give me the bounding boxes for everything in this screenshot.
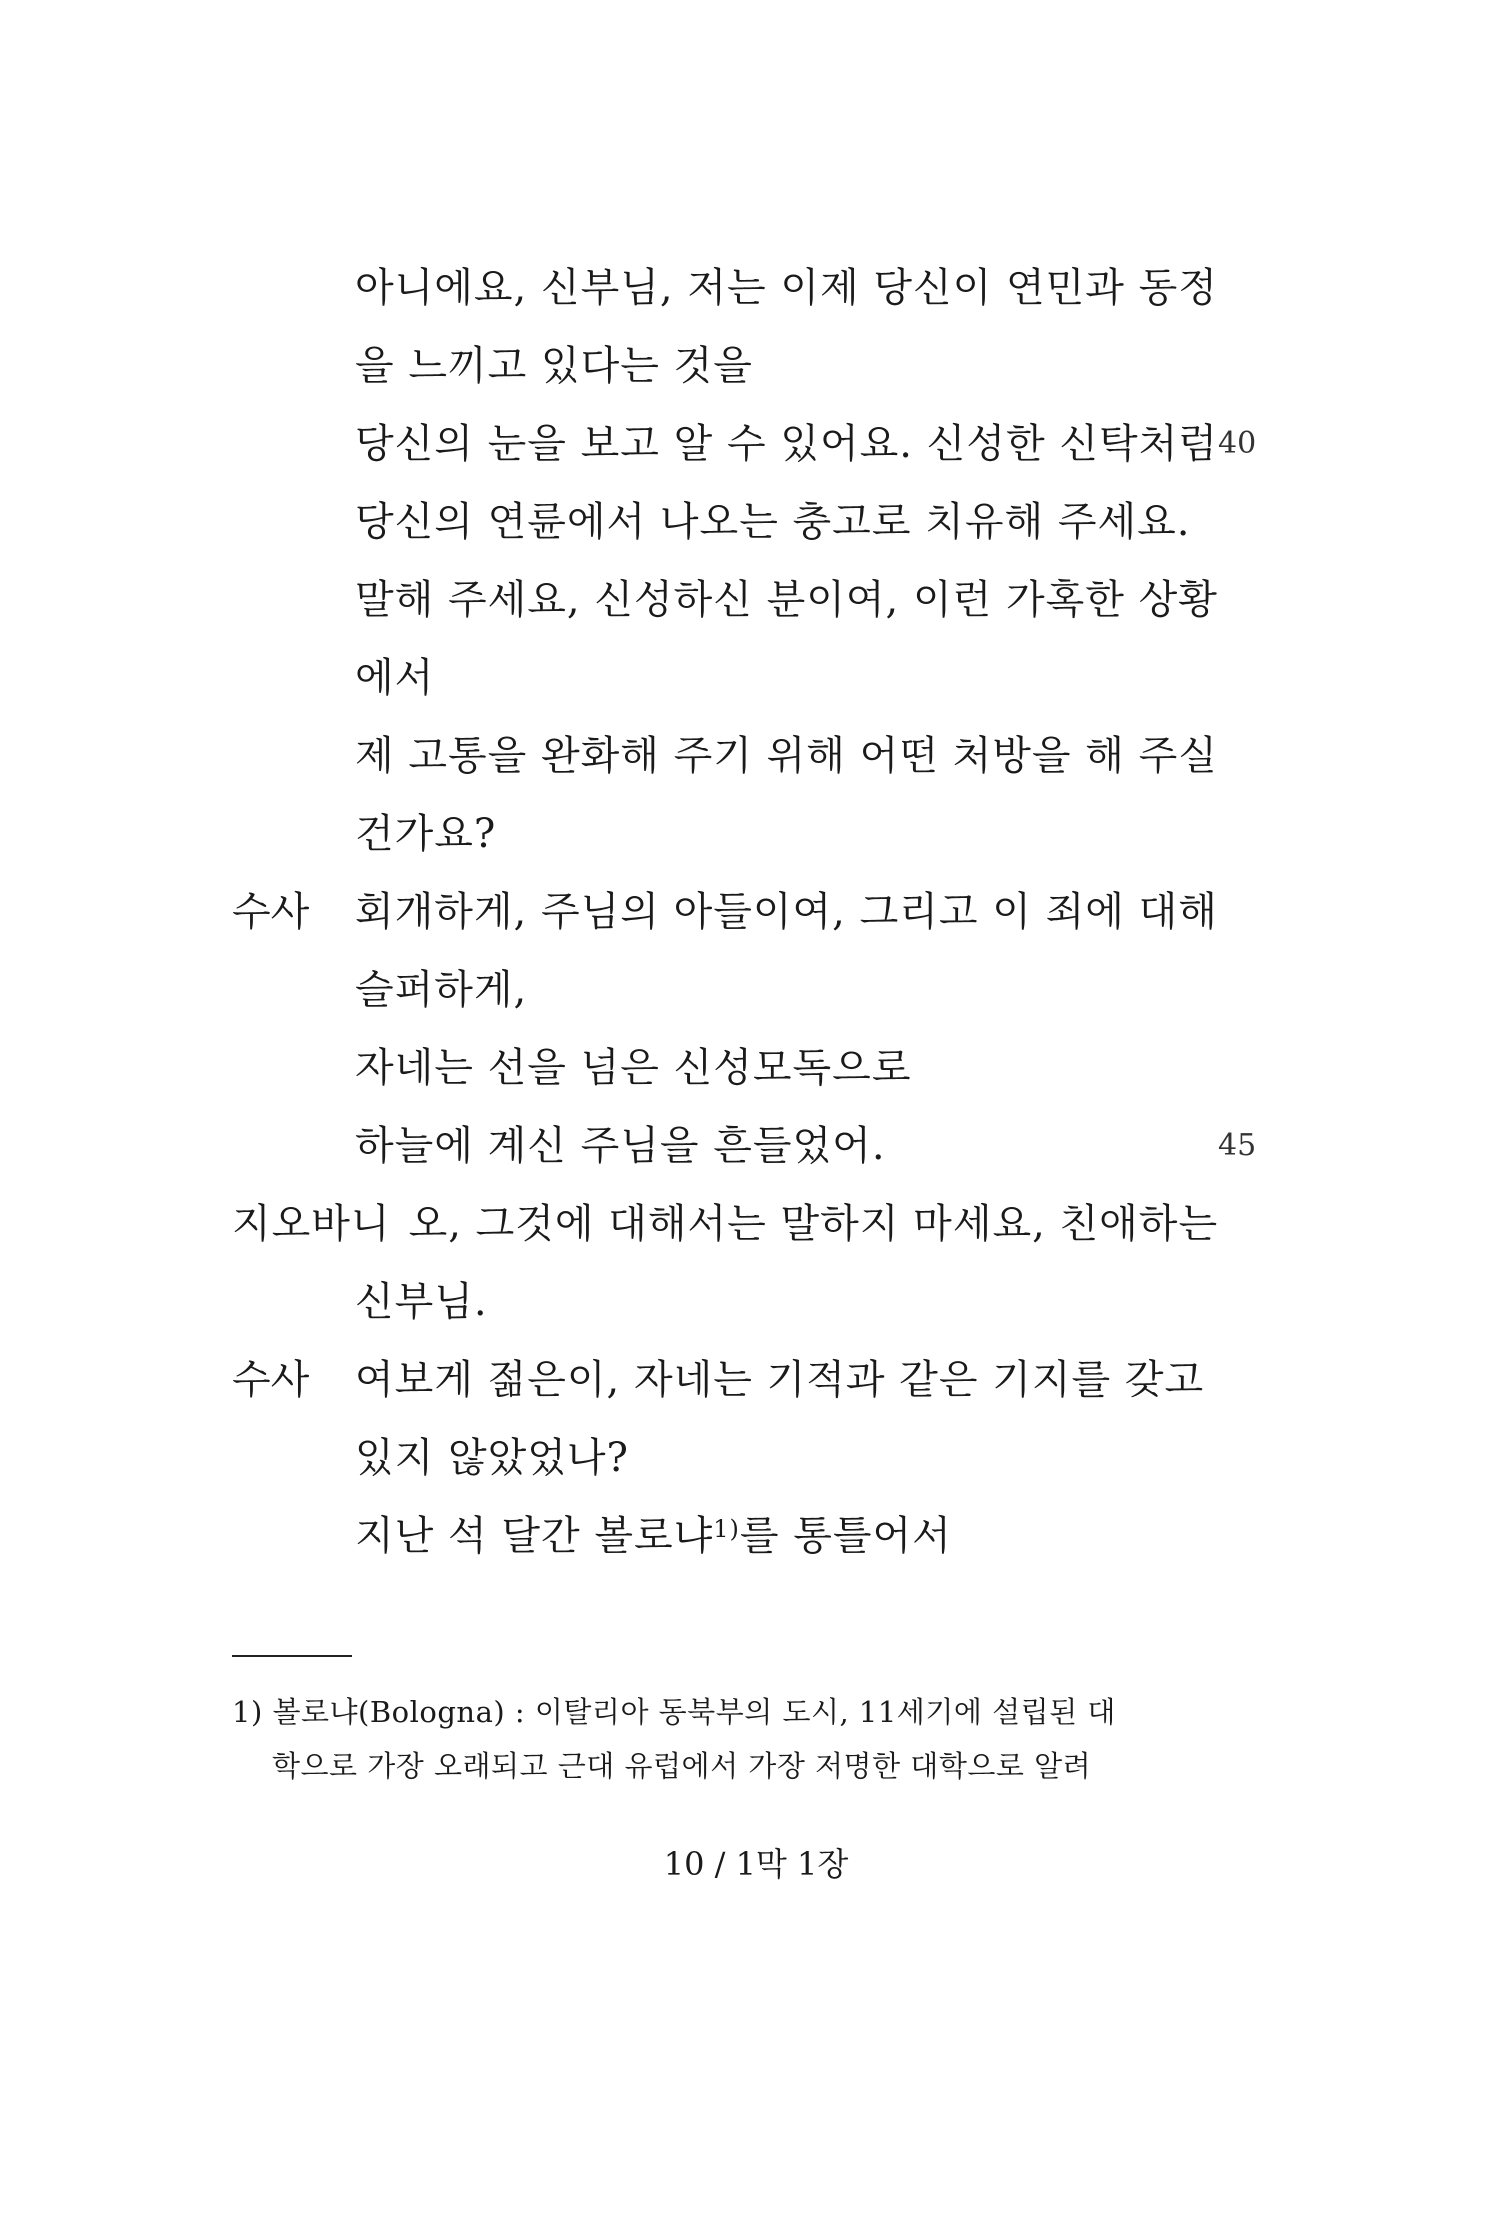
script-line: 제 고통을 완화해 주기 위해 어떤 처방을 해 주실 xyxy=(355,733,1218,779)
script-line: 말해 주세요, 신성하신 분이여, 이런 가혹한 상황 xyxy=(355,577,1218,623)
script-line: 당신의 연륜에서 나오는 충고로 치유해 주세요. xyxy=(355,499,1191,545)
script-line: 여보게 젊은이, 자네는 기적과 같은 기지를 갖고 xyxy=(355,1357,1205,1403)
script-line: 자네는 선을 넘은 신성모독으로 xyxy=(355,1045,912,1091)
script-line: 슬퍼하게, xyxy=(355,967,528,1013)
line-number: 45 xyxy=(1218,1128,1257,1163)
footnote-text: 1) 볼로냐(Bologna) : 이탈리아 동북부의 도시, 11세기에 설립된 대 xyxy=(232,1695,1116,1729)
footnote-text: 학으로 가장 오래되고 근대 유럽에서 가장 저명한 대학으로 알려 xyxy=(272,1749,1092,1783)
script-line: 건가요? xyxy=(355,811,497,857)
script-line: 있지 않았었나? xyxy=(355,1435,629,1481)
page-folio: 10 / 1막 1장 xyxy=(663,1845,849,1883)
script-line xyxy=(355,1510,952,1562)
footnote-divider xyxy=(232,1655,352,1657)
script-line: 신부님. xyxy=(355,1279,488,1325)
script-line: 하늘에 계신 주님을 흔들었어. xyxy=(355,1123,886,1169)
speaker-name: 수사 xyxy=(232,889,310,935)
script-line: 당신의 눈을 보고 알 수 있어요. 신성한 신탁처럼 xyxy=(355,421,1218,467)
line-number: 40 xyxy=(1218,426,1257,461)
script-line-text: 를 통틀어서 xyxy=(739,1513,952,1559)
script-line: 을 느끼고 있다는 것을 xyxy=(355,343,753,389)
script-line: 회개하게, 주님의 아들이여, 그리고 이 죄에 대해 xyxy=(355,889,1218,935)
script-line-text: 오, 그것에 대해서는 말하지 마세요, 친애하는 xyxy=(408,1201,1219,1247)
script-line: 에서 xyxy=(355,655,435,701)
script-line-text: 지난 석 달간 볼로냐 xyxy=(355,1513,714,1559)
script-line: 아니에요, 신부님, 저는 이제 당신이 연민과 동정 xyxy=(355,265,1218,311)
speaker-name: 지오바니 xyxy=(232,1201,391,1247)
footnote-reference[interactable]: 1) xyxy=(713,1515,740,1543)
script-line xyxy=(232,1198,1218,1250)
speaker-name: 수사 xyxy=(232,1357,310,1403)
